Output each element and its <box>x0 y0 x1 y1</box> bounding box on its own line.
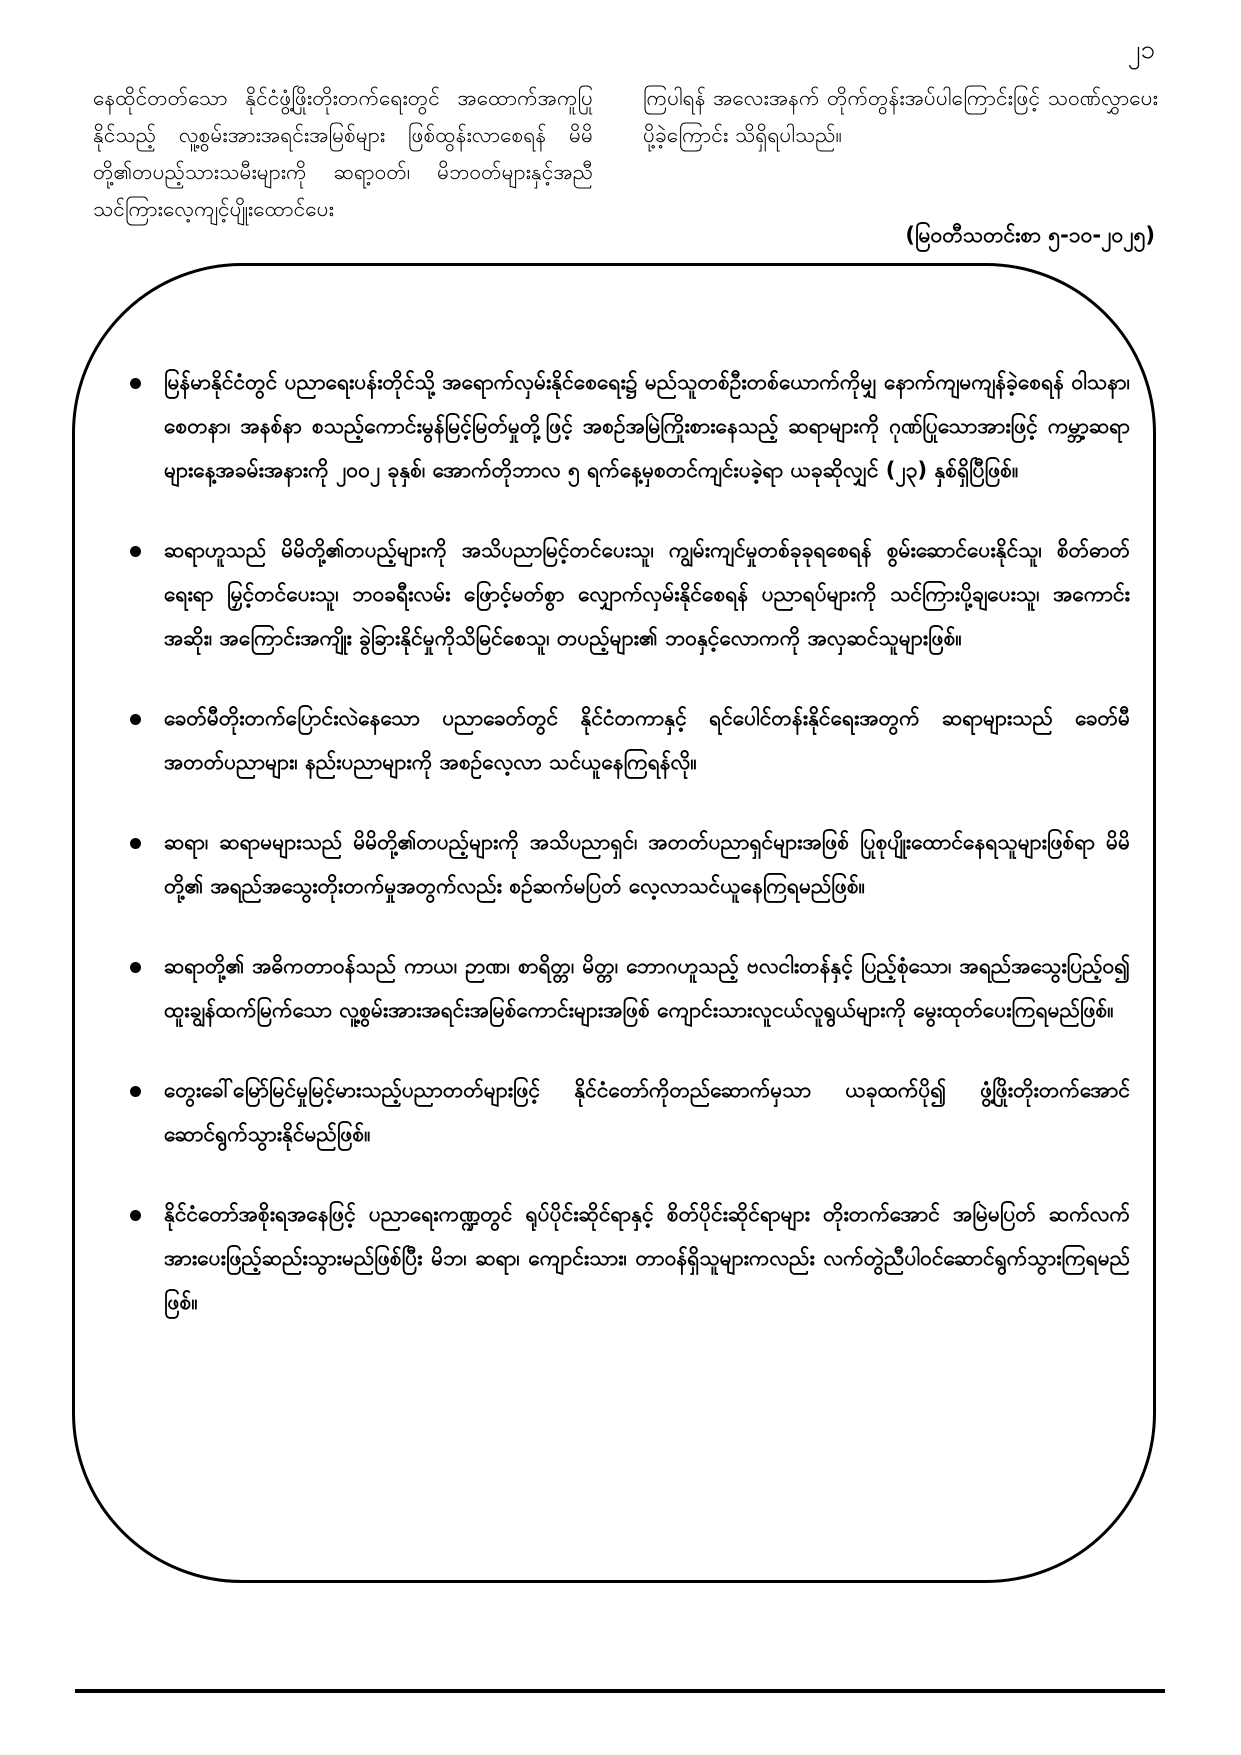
list-item <box>130 696 1130 784</box>
list-item <box>130 944 1130 1032</box>
page-number: ၂၁ <box>1127 35 1155 65</box>
bullet-icon <box>130 1210 141 1221</box>
list-item-text: ခေတ်မီတိုးတက်ပြောင်းလဲနေသော ပညာခေတ်တွင် နိုင်ငံတကာနှင့် ရင်ပေါင်တန်းနိုင်ရေးအတွက် ဆရာများသည် ခေတ်မီအတတ်ပညာများ၊ နည်းပညာများကို အစဉ်လေ့လာ သင်ယူနေကြရန်လို။ <box>164 706 1130 774</box>
bullet-icon <box>130 962 141 973</box>
intro-left-column: နေထိုင်တတ်သော နိုင်ငံဖွံ့ဖြိုးတိုးတက်ရေးတွင် အထောက်အကူပြုနိုင်သည့် လူ့စွမ်းအားအရင်းအမြစ်များ ဖြစ်ထွန်းလာစေရန် မိမိတို့၏တပည့်သားသမီးများကို ဆရာ့ဝတ်၊ မိဘဝတ်များနှင့်အညီ သင်ကြားလေ့ကျင့်ပျိုးထောင်ပေး <box>93 86 593 221</box>
list-item <box>130 1068 1130 1156</box>
list-item-text: ဆရာ၊ ဆရာမများသည် မိမိတို့၏တပည့်များကို အသိပညာရှင်၊ အတတ်ပညာရှင်များအဖြစ် ပြုစုပျိုးထောင်နေရသူများဖြစ်ရာ မိမိတို့၏ အရည်အသွေးတိုးတက်မှုအတွက်လည်း စဉ်ဆက်မပြတ် လေ့လာသင်ယူနေကြရမည်ဖြစ်။ <box>164 830 1130 898</box>
list-item-text: ဆရာဟူသည် မိမိတို့၏တပည့်များကို အသိပညာမြင့်တင်ပေးသူ၊ ကျွမ်းကျင်မှုတစ်ခုခုရစေရန် စွမ်းဆောင်ပေးနိုင်သူ၊ စိတ်ဓာတ်ရေးရာ မြှင့်တင်ပေးသူ၊ ဘဝခရီးလမ်း ဖြောင့်မတ်စွာ လျှောက်လှမ်းနိုင်စေရန် ပညာရပ်များကို သင်ကြားပို့ချပေးသူ၊ အကောင်းအဆိုး၊ အကြောင်းအကျိုး ခွဲခြားနိုင်မှုကိုသိမြင်စေသူ၊ တပည့်များ၏ ဘဝနှင့်လောကကို အလှဆင်သူများဖြစ်။ <box>164 538 1130 650</box>
bullet-icon <box>130 378 141 389</box>
list-item <box>130 360 1130 492</box>
bullet-icon <box>130 838 141 849</box>
intro-right-column: ကြပါရန် အလေးအနက် တိုက်တွန်းအပ်ပါကြောင်းဖြင့် သဝဏ်လွှာပေးပို့ခဲ့ကြောင်း သိရှိရပါသည်။ <box>643 86 1158 147</box>
list-item <box>130 820 1130 908</box>
list-item <box>130 1192 1130 1324</box>
list-item-text: ဆရာတို့၏ အဓိကတာဝန်သည် ကာယ၊ ဉာဏ၊ စာရိတ္တ၊ မိတ္တ၊ ဘောဂဟူသည့် ဗလငါးတန်နှင့် ပြည့်စုံသော၊ အရည်အသွေးပြည့်ဝ၍ ထူးချွန်ထက်မြက်သော လူ့စွမ်းအားအရင်းအမြစ်ကောင်းများအဖြစ် ကျောင်းသားလူငယ်လူရွယ်များကို မွေးထုတ်ပေးကြရမည်ဖြစ်။ <box>164 954 1130 1022</box>
bullet-icon <box>130 714 141 725</box>
bullet-icon <box>130 1086 141 1097</box>
list-item <box>130 528 1130 660</box>
list-item-text: မြန်မာနိုင်ငံတွင် ပညာရေးပန်းတိုင်သို့ အရောက်လှမ်းနိုင်စေရေး၌ မည်သူတစ်ဦးတစ်ယောက်ကိုမျှ နောက်ကျမကျန်ခဲ့စေရန် ဝါသနာ၊ စေတနာ၊ အနစ်နာ စသည့်ကောင်းမွန်မြင့်မြတ်မှုတို့ဖြင့် အစဉ်အမြဲကြိုးစားနေသည့် ဆရာများကို ဂုဏ်ပြုသောအားဖြင့် ကမ္ဘာ့ဆရာများနေ့အခမ်းအနားကို ၂၀၀၂ ခုနှစ်၊ အောက်တိုဘာလ ၅ ရက်နေ့မှစတင်ကျင်းပခဲ့ရာ ယခုဆိုလျှင် (၂၃) နှစ်ရှိပြီဖြစ်။ <box>164 370 1130 482</box>
list-item-text: တွေးခေါ်မြော်မြင်မှုမြင့်မားသည့်ပညာတတ်များဖြင့် နိုင်ငံတော်ကိုတည်ဆောက်မှသာ ယခုထက်ပို၍ ဖွံ့ဖြိုးတိုးတက်အောင် ဆောင်ရွက်သွားနိုင်မည်ဖြစ်။ <box>164 1078 1130 1146</box>
bullet-icon <box>130 546 141 557</box>
footer-divider <box>75 1689 1165 1693</box>
list-item-text: နိုင်ငံတော်အစိုးရအနေဖြင့် ပညာရေးကဏ္ဍတွင် ရုပ်ပိုင်းဆိုင်ရာနှင့် စိတ်ပိုင်းဆိုင်ရာများ တိုးတက်အောင် အမြဲမပြတ် ဆက်လက်အားပေးဖြည့်ဆည်းသွားမည်ဖြစ်ပြီး မိဘ၊ ဆရာ၊ ကျောင်းသား၊ တာဝန်ရှိသူများကလည်း လက်တွဲညီပါဝင်ဆောင်ရွက်သွားကြရမည်ဖြစ်။ <box>164 1202 1130 1314</box>
key-points-list <box>130 360 1130 1360</box>
source-citation: (မြဝတီသတင်းစာ ၅-၁၀-၂၀၂၅) <box>905 223 1155 247</box>
